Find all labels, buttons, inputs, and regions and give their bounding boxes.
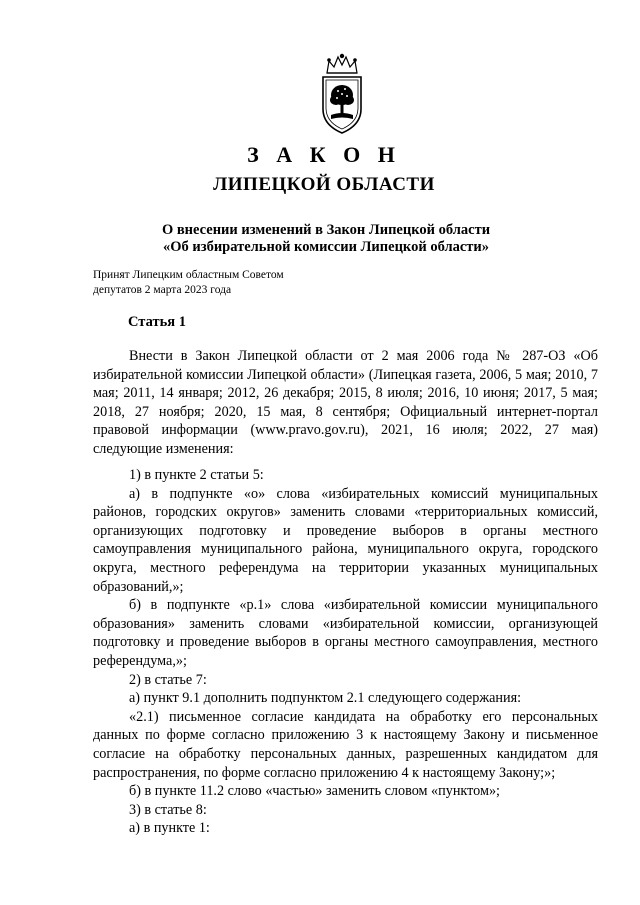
list-item: а) пункт 9.1 дополнить подпунктом 2.1 следующего содержания: [129, 690, 522, 707]
article-items [93, 466, 598, 838]
law-subtitle-line2: «Об избирательной комиссии Липецкой области» [162, 239, 490, 255]
region-title: ЛИПЕЦКОЙ ОБЛАСТИ [213, 174, 435, 195]
list-item: б) в подпункте «р.1» слова «избирательной комиссии муниципального образования» заменить словами «избирательной комиссии, организующей подготовку и проведение выборов в органы местного самоуправления, местного референдума,»; [93, 597, 598, 669]
list-item: а) в подпункте «о» слова «избирательных комиссий муниципальных районов, городских округов» заменить словами «территориальных комиссий, организующих подготовку и проведение выборов в органы местного самоуправления муниципального района, муниципального округа, городского округа, местного референдума на территории указанных муниципальных образований,»; [93, 485, 598, 595]
list-item: а) в пункте 1: [129, 820, 210, 837]
adoption-note [93, 268, 284, 298]
article-intro [93, 347, 598, 459]
list-item: 3) в статье 8: [129, 801, 207, 818]
list-item: «2.1) письменное согласие кандидата на обработку его персональных данных по форме согласно приложению 3 к настоящему Закону и письменное согласие на обработку персональных данных, разрешенных кандидатом для распространения, по форме согласно приложению 4 к настоящему Закону;»; [93, 708, 598, 781]
list-item: 1) в пункте 2 статьи 5: [129, 467, 264, 483]
intro-paragraph: Внести в Закон Липецкой области от 2 мая 2006 года № 287-ОЗ «Об избирательной комиссии Липецкой области» (Липецкая газета, 2006, 5 мая; 2010, 7 мая; 2011, 14 января; 2012, 26 декабря; 2015, 8 июля; 2016, 10 июня; 2017, 5 мая; 2018, 27 ноября; 2020, 15 мая, 8 сентября; Официальный интернет-портал правовой информации (www.pravo.gov.ru), 2021, 16 июля; 2022, 27 мая) следующие изменения: [93, 348, 598, 457]
list-item: 2) в статье 7: [129, 671, 207, 688]
article-heading: Статья 1 [128, 314, 186, 330]
law-title: З А К О Н [247, 142, 401, 167]
list-item: б) в пункте 11.2 слово «частью» заменить словом «пунктом»; [129, 783, 500, 800]
coat-of-arms-icon [317, 53, 367, 135]
law-subtitle-line1: О внесении изменений в Закон Липецкой области [161, 222, 491, 238]
adoption-line2: депутатов 2 марта 2023 года [93, 284, 232, 296]
adoption-line1: Принят Липецким областным Советом [93, 269, 284, 281]
